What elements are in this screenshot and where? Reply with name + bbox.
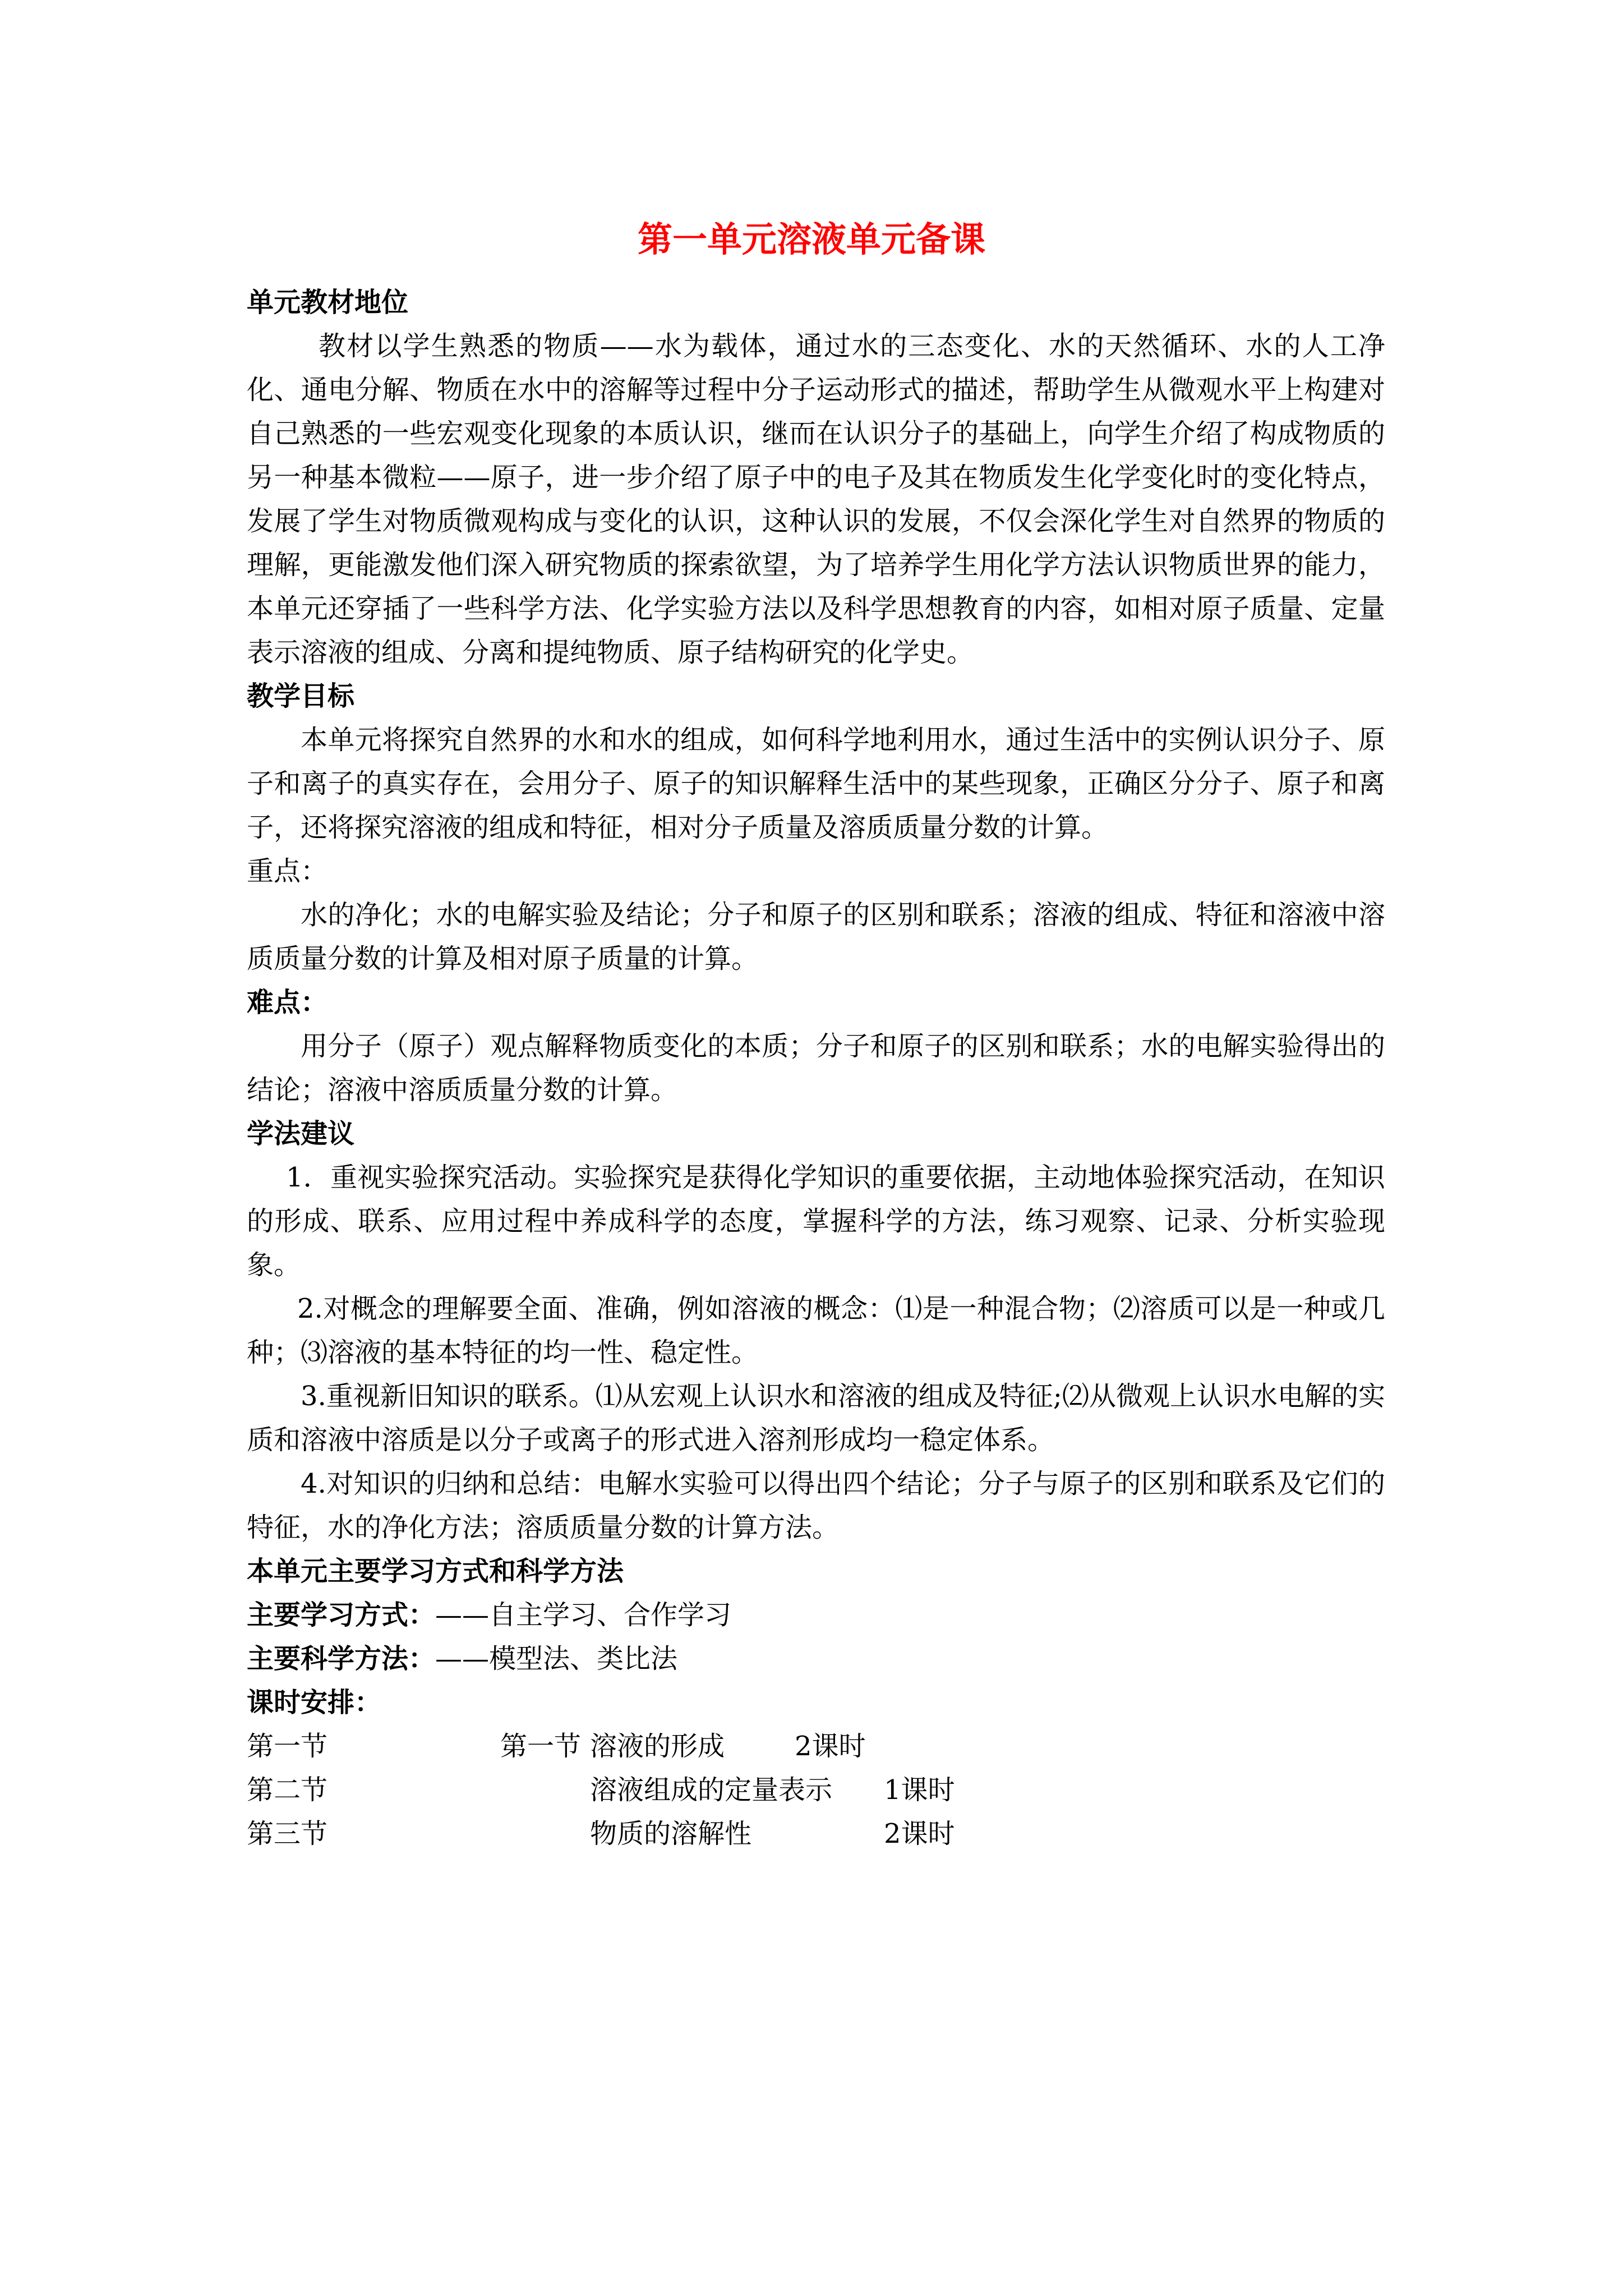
schedule-hours: 1课时: [884, 1774, 955, 1806]
advice-item-1: 1．重视实验探究活动。实验探究是获得化学知识的重要依据，主动地体验探究活动，在知识的形成、联系、应用过程中养成科学的态度，掌握科学的方法，练习观察、记录、分析实验现象。: [247, 1162, 1385, 1281]
schedule-row: [247, 1768, 1385, 1812]
schedule-topic: 溶液组成的定量表示: [590, 1774, 833, 1806]
learning-mode-label: 主要学习方式：: [247, 1599, 436, 1631]
schedule-heading: 课时安排：: [247, 1687, 382, 1718]
science-method-value: ——模型法、类比法: [435, 1643, 678, 1674]
key-points-heading: 重点：: [247, 855, 328, 887]
learning-mode-value: ——自主学习、合作学习: [435, 1599, 732, 1631]
science-method-line: [247, 1637, 1385, 1681]
advice-item-3: 3.重视新旧知识的联系。⑴从宏观上认识水和溶液的组成及特征;⑵从微观上认识水电解的实质和溶液中溶质是以分子或离子的形式进入溶剂形成均一稳定体系。: [247, 1381, 1385, 1456]
schedule-row: [247, 1724, 1385, 1768]
key-points-paragraph: 水的净化；水的电解实验及结论；分子和原子的区别和联系；溶液的组成、特征和溶液中溶质质量分数的计算及相对原子质量的计算。: [247, 899, 1385, 974]
schedule-table: [247, 1724, 1385, 1856]
schedule-topic-prefix: 第一节: [500, 1731, 582, 1762]
position-paragraph: 教材以学生熟悉的物质——水为载体，通过水的三态变化、水的天然循环、水的人工净化、通电分解、物质在水中的溶解等过程中分子运动形式的描述，帮助学生从微观水平上构建对自己熟悉的一些宏观变化现象的本质认识，继而在认识分子的基础上，向学生介绍了构成物质的另一种基本微粒——原子，进一步介绍了原子中的电子及其在物质发生化学变化时的变化特点，发展了学生对物质微观构成与变化的认识，这种认识的发展，不仅会深化学生对自然界的物质的理解，更能激发他们深入研究物质的探索欲望，为了培养学生用化学方法认识物质世界的能力，本单元还穿插了一些科学方法、化学实验方法以及科学思想教育的内容，如相对原子质量、定量表示溶液的组成、分离和提纯物质、原子结构研究的化学史。: [247, 330, 1385, 668]
difficult-points-paragraph: 用分子（原子）观点解释物质变化的本质；分子和原子的区别和联系；水的电解实验得出的结论；溶液中溶质质量分数的计算。: [247, 1030, 1385, 1106]
schedule-hours: 2课时: [795, 1731, 866, 1762]
advice-heading: 学法建议: [247, 1118, 355, 1149]
goals-heading: 教学目标: [247, 680, 355, 712]
schedule-section: 第一节: [247, 1731, 328, 1762]
position-heading: 单元教材地位: [247, 287, 409, 318]
page-title: 第一单元溶液单元备课: [637, 219, 985, 260]
schedule-topic: 物质的溶解性: [590, 1818, 752, 1849]
difficult-points-heading: 难点：: [247, 987, 328, 1018]
learning-mode-line: [247, 1593, 1385, 1637]
schedule-section: 第三节: [247, 1818, 328, 1849]
schedule-topic: 溶液的形成: [590, 1731, 725, 1762]
document-body: [247, 280, 1385, 1856]
advice-item-2: 2.对概念的理解要全面、准确，例如溶液的概念：⑴是一种混合物；⑵溶质可以是一种或几种；⑶溶液的基本特征的均一性、稳定性。: [247, 1293, 1385, 1368]
methods-heading: 本单元主要学习方式和科学方法: [247, 1556, 624, 1587]
schedule-hours: 2课时: [884, 1818, 955, 1849]
advice-item-4: 4.对知识的归纳和总结：电解水实验可以得出四个结论；分子与原子的区别和联系及它们的特征，水的净化方法；溶质质量分数的计算方法。: [247, 1468, 1385, 1543]
schedule-section: 第二节: [247, 1774, 328, 1806]
schedule-row: [247, 1812, 1385, 1856]
goals-paragraph: 本单元将探究自然界的水和水的组成，如何科学地利用水，通过生活中的实例认识分子、原子和离子的真实存在，会用分子、原子的知识解释生活中的某些现象，正确区分分子、原子和离子，还将探究溶液的组成和特征，相对分子质量及溶质质量分数的计算。: [247, 724, 1385, 843]
science-method-label: 主要科学方法：: [247, 1643, 436, 1674]
